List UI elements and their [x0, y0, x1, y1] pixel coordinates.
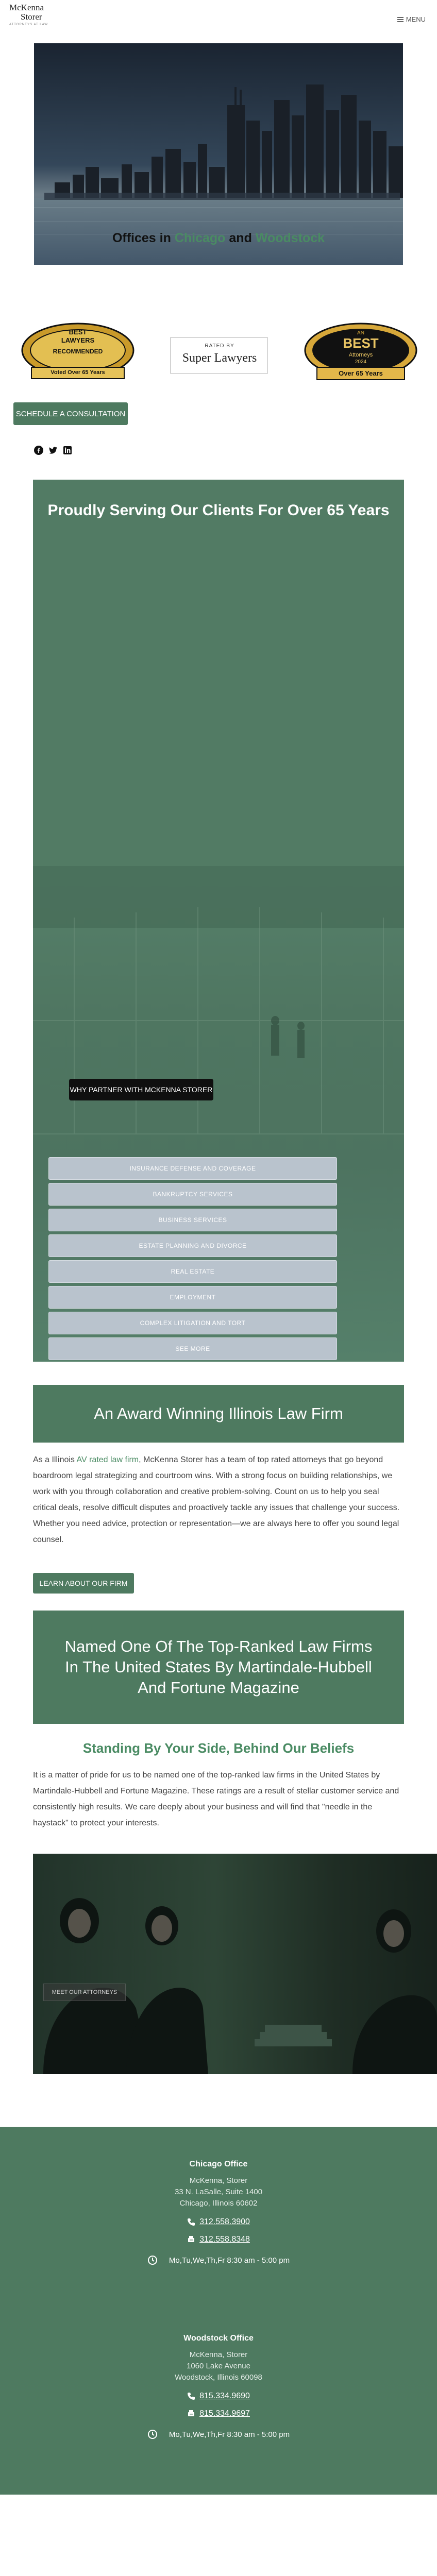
practice-area-estate[interactable]: ESTATE PLANNING AND DIVORCE: [48, 1234, 337, 1257]
standing-paragraph: It is a matter of pride for us to be named one of the top-ranked law firms in the United States by Martindale-Hubbell and Fortune Magazine. These ratings are a result of stellar customer service and consistently high results. We care deeply about your business and will find that "needle in the haystack" to protect your interests.: [33, 1771, 399, 1827]
site-header: [0, 0, 437, 41]
best-lawyers-center: RECOMMENDED: [53, 348, 103, 355]
attorneys-photo: [33, 1854, 437, 2074]
clock-icon: [147, 2429, 158, 2439]
city-woodstock: Woodstock: [255, 231, 325, 245]
practice-area-employment[interactable]: EMPLOYMENT: [48, 1286, 337, 1309]
practice-area-litigation[interactable]: COMPLEX LITIGATION AND TORT: [48, 1312, 337, 1334]
city-chicago: Chicago: [174, 231, 226, 245]
super-lawyers-badge: [170, 337, 268, 374]
award-paragraph: [33, 1452, 404, 1548]
phone-icon: [187, 2218, 195, 2226]
offices-prefix: Offices in: [112, 231, 171, 245]
offices-footer: [0, 2127, 437, 2495]
award-badges: [15, 322, 423, 389]
twitter-icon[interactable]: [48, 446, 58, 455]
chicago-phone-link[interactable]: 312.558.3900: [199, 2217, 250, 2226]
chicago-hours: Mo,Tu,We,Th,Fr 8:30 am - 5:00 pm: [169, 2256, 290, 2265]
best-attorneys-year: 2024: [355, 359, 367, 365]
practice-area-business[interactable]: BUSINESS SERVICES: [48, 1209, 337, 1231]
best-lawyers-badge: [19, 322, 137, 386]
practice-areas-list: [48, 1157, 337, 1362]
site-logo[interactable]: [9, 3, 56, 30]
chicago-fax-link[interactable]: 312.558.8348: [199, 2235, 250, 2244]
serving-title: Proudly Serving Our Clients For Over 65 Years: [47, 502, 390, 519]
logo-tagline: ATTORNEYS AT LAW: [9, 23, 48, 26]
woodstock-fax-row: [0, 2407, 437, 2420]
woodstock-hours: Mo,Tu,We,Th,Fr 8:30 am - 5:00 pm: [169, 2430, 290, 2439]
best-lawyers-ribbon: Voted Over 65 Years: [51, 369, 105, 376]
best-attorneys-top: AN: [357, 330, 364, 336]
award-heading-box: [33, 1385, 404, 1443]
best-attorneys-sub: Attorneys: [348, 352, 373, 358]
top-ranked-box: [33, 1611, 404, 1724]
chicago-address-1: 33 N. LaSalle, Suite 1400: [174, 2188, 263, 2196]
hamburger-icon: [397, 16, 404, 23]
super-lawyers-rated: RATED BY: [205, 343, 234, 349]
woodstock-address-1: 1060 Lake Avenue: [186, 2362, 250, 2370]
practice-area-bankruptcy[interactable]: BANKRUPTCY SERVICES: [48, 1183, 337, 1206]
best-lawyers-sub: LAWYERS: [61, 336, 95, 344]
clock-icon: [147, 2255, 158, 2265]
fax-icon: [187, 2410, 195, 2418]
offices-heading: [0, 231, 437, 246]
logo-line-2: Storer: [21, 12, 42, 22]
menu-label: MENU: [406, 15, 426, 23]
serving-section: [33, 480, 404, 1362]
chicago-phone-row: [0, 2215, 437, 2229]
meet-attorneys-button[interactable]: MEET OUR ATTORNEYS: [43, 1984, 126, 2001]
chicago-office: [0, 2160, 437, 2267]
chicago-firm: McKenna, Storer: [189, 2176, 248, 2185]
standing-title: Standing By Your Side, Behind Our Beliefs: [82, 1740, 355, 1756]
top-ranked-title: Named One Of The Top-Ranked Law Firms In The United States By Martindale-Hubbell And Fortune Magazine: [64, 1637, 373, 1697]
schedule-consultation-button[interactable]: SCHEDULE A CONSULTATION: [13, 402, 128, 425]
social-links: [34, 446, 72, 455]
award-text-start: As a Illinois: [33, 1455, 77, 1464]
woodstock-phone-row: [0, 2389, 437, 2403]
woodstock-address-2: Woodstock, Illinois 60098: [175, 2373, 262, 2382]
woodstock-fax-link[interactable]: 815.334.9697: [199, 2409, 250, 2418]
woodstock-office-title: Woodstock Office: [183, 2334, 254, 2343]
practice-area-see-more[interactable]: SEE MORE: [48, 1337, 337, 1360]
award-title: An Award Winning Illinois Law Firm: [94, 1404, 343, 1422]
best-attorneys-badge: [301, 322, 420, 386]
practice-area-real-estate[interactable]: REAL ESTATE: [48, 1260, 337, 1283]
super-lawyers-name: Super Lawyers: [182, 351, 257, 365]
woodstock-firm: McKenna, Storer: [189, 2350, 248, 2359]
best-attorneys-ribbon: Over 65 Years: [339, 369, 383, 377]
woodstock-phone-link[interactable]: 815.334.9690: [199, 2392, 250, 2400]
best-attorneys-main: BEST: [343, 335, 379, 351]
chicago-hours-row: [0, 2253, 437, 2267]
linkedin-icon[interactable]: [63, 446, 72, 455]
facebook-icon[interactable]: [34, 446, 43, 455]
offices-joiner: and: [229, 231, 252, 245]
why-partner-button[interactable]: WHY PARTNER WITH MCKENNA STORER: [69, 1079, 213, 1100]
woodstock-hours-row: [0, 2428, 437, 2441]
award-text-end: , McKenna Storer has a team of top rated attorneys that go beyond boardroom legal strategizing and courtroom wins. With a strong focus on building relationships, we work with you through collaboration and creative problem-solving. Count on us to help you seal critical deals, resolve difficult disputes and proactively tackle any issues that challenge your success. Whether you need advice, protection or representation—we are always here to offer you sound legal counsel.: [33, 1455, 400, 1544]
fax-icon: [187, 2235, 195, 2244]
practice-area-insurance[interactable]: INSURANCE DEFENSE AND COVERAGE: [48, 1157, 337, 1180]
best-lawyers-top: BEST: [69, 328, 87, 336]
phone-icon: [187, 2392, 195, 2400]
logo-line-1: McKenna: [9, 3, 44, 12]
chicago-fax-row: [0, 2233, 437, 2246]
chicago-address-2: Chicago, Illinois 60602: [179, 2199, 258, 2208]
learn-about-firm-button[interactable]: LEARN ABOUT OUR FIRM: [33, 1573, 134, 1594]
chicago-office-title: Chicago Office: [189, 2160, 248, 2168]
menu-button[interactable]: [397, 15, 426, 23]
av-rated-link[interactable]: AV rated law firm: [76, 1455, 139, 1464]
woodstock-office: [0, 2334, 437, 2441]
